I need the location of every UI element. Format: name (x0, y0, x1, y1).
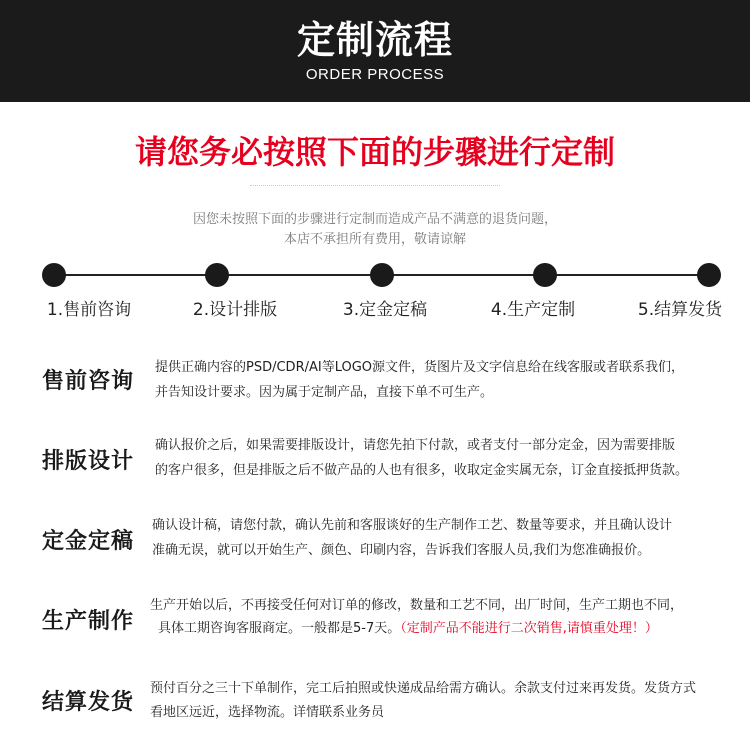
section-text-consult-2: 并告知设计要求。因为属于定制产品，直接下单不可生产。 (155, 385, 494, 400)
header-banner (0, 0, 750, 102)
section-text-deposit-1: 确认设计稿，请您付款，确认先前和客服谈好的生产制作工艺、数量等要求，并且确认设计 (152, 518, 673, 533)
section-title-consult: 售前咨询 (42, 369, 135, 394)
step-label-1: 1.售前咨询 (46, 300, 132, 320)
step-label-5: 5.结算发货 (637, 300, 723, 320)
production-term-text: 具体工期咨询客服商定。一般都是5-7天。 (158, 621, 401, 636)
production-warning-text: （定制产品不能进行二次销售,请慎重处理！） (400, 621, 658, 636)
timeline-dot-4 (533, 263, 557, 287)
section-text-consult-1: 提供正确内容的PSD/CDR/AI等LOGO源文件，货图片及文字信息给在线客服或者联系我们， (155, 360, 685, 375)
section-text-design-2: 的客户很多，但是排版之后不做产品的人也有很多，收取定金实属无奈，订金直接抵押货款。 (155, 463, 689, 478)
notice-line-1: 因您未按照下面的步骤进行定制而造成产品不满意的退货问题， (192, 212, 557, 227)
timeline-dot-5 (697, 263, 721, 287)
header-title: 定制流程 (296, 18, 453, 62)
main-title: 请您务必按照下面的步骤进行定制 (134, 133, 615, 171)
timeline-dot-1 (42, 263, 66, 287)
header-subtitle: ORDER PROCESS (305, 66, 445, 83)
timeline-dot-3 (370, 263, 394, 287)
step-label-4: 4.生产定制 (490, 300, 576, 320)
timeline-dot-2 (205, 263, 229, 287)
section-text-deposit-2: 准确无误，就可以开始生产、颜色、印刷内容，告诉我们客服人员,我们为您准确报价。 (152, 543, 651, 558)
section-text-production-1: 生产开始以后，不再接受任何对订单的修改，数量和工艺不同，出厂时间，生产工期也不同， (150, 598, 684, 613)
notice-line-2: 本店不承担所有费用，敬请谅解 (283, 232, 466, 247)
section-text-production-2 (158, 621, 658, 637)
section-title-settlement: 结算发货 (42, 690, 135, 715)
section-title-deposit: 定金定稿 (42, 529, 135, 554)
section-title-design: 排版设计 (42, 449, 135, 474)
section-text-design-1: 确认报价之后，如果需要排版设计，请您先拍下付款，或者支付一部分定金，因为需要排版 (155, 438, 676, 453)
section-text-settlement-1: 预付百分之三十下单制作，完工后拍照或快递成品给需方确认。余款支付过来再发货。发货方式 (150, 681, 697, 696)
step-label-2: 2.设计排版 (192, 300, 278, 320)
decorative-divider (250, 185, 500, 186)
section-title-production: 生产制作 (42, 609, 135, 634)
section-text-settlement-2: 看地区远近，选择物流。详情联系业务员 (150, 705, 385, 720)
step-label-3: 3.定金定稿 (342, 300, 428, 320)
